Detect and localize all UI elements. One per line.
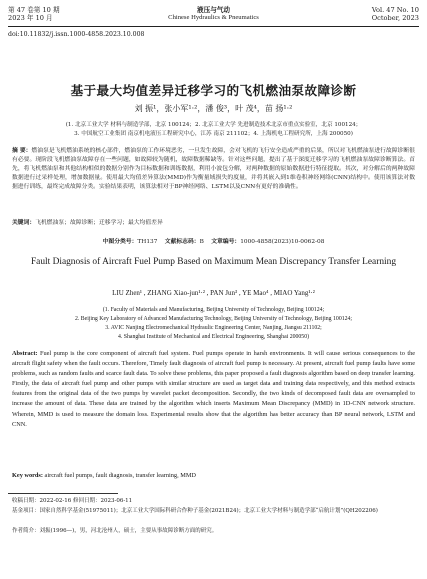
doi[interactable]: doi:10.11832/j.issn.1000-4858.2023.10.008 bbox=[8, 31, 145, 38]
header-rule bbox=[8, 26, 419, 27]
keywords-cn-label: 关键词： bbox=[12, 220, 36, 226]
abstract-en-label: Abstract: bbox=[12, 350, 38, 357]
title-en: Fault Diagnosis of Aircraft Fuel Pump Based on Maximum Mean Discrepancy Transfer Learning bbox=[30, 257, 397, 267]
affiliation-en-line: (1. Faculty of Materials and Manufacturing, Beijing University of Technology, Beijing 100124; bbox=[102, 307, 325, 313]
keywords-cn-text: 飞机燃油泵；故障诊断；迁移学习；最大均值差异 bbox=[35, 220, 163, 226]
header-issue: 第 47 卷第 10 期 2023 年 10 月 bbox=[8, 6, 60, 23]
abstract-cn-text: 燃油泵是飞机燃油系统的核心部件，燃油泵的工作环境恶劣，一旦发生故障，会对飞机的飞行安全造成严重的后果，所以对飞机燃油泵进行故障诊断很有必要。现阶段飞机燃油泵故障存在一些问题，如故障较为随机，故障数据稀缺等。针对这些问题，提出了基于深度迁移学习的飞机燃油泵故障诊断算法。首先，将飞机燃油泵和其他结构相似的数据分别作为目标数据和训练数据，利用小波包分解，对两种数据的原始数据进行特征提取。其次，对分解后的两种故障数据进行过采样处理，增加数据量。使用最大均值差异算法(MMD)作为衡量域损失的度量，并将其嵌入到1维卷积神经网络(CNN)结构中。使用该算法对数据进行训练，最终完成故障分类。实验结果表明，该算法相对于BP神经网络、LSTM以及CNN有更好的准确性。 bbox=[12, 148, 415, 191]
header-volume: Vol. 47 No. 10 October, 2023 bbox=[371, 6, 419, 23]
authors-cn: 刘 振¹，张小军¹·²，潘 俊³，叶 茂⁴，苗 扬¹·² bbox=[134, 104, 293, 113]
abstract-en-text: Fuel pump is the core component of aircraft fuel system. Fuel pumps operate in harsh environments. It will cause serious consequences to the aircraft flight safety when the fault occurs. Therefore, Timely fault diagnosis of aircraft fuel pump is necessary. At present, aircraft fuel pump faults have some problems, such as random faults and scarce fault data. To solve these problems, this paper proposed a fault diagnosis algorithm based on deep transfer learning. Firstly, the data of aircraft fuel pump and other pumps with similar structure are used as target data and training data respectively, and this method extracts features from the original data of the two pumps by wavelet packet decomposition. Secondly, the two kinds of decomposed fault data are oversampled to increase the amount of data. These data are trained by the algorithm which inserts Maximum Mean Discrepancy (MMD) in 1D-CNN network structure. Wherein, MMD is used to measure the domain loss. Experimental results show that the algorithm has better accuracy than BP neural network, LSTM and CNN. bbox=[12, 350, 416, 428]
footnote-funding: 基金项目：国家自然科学基金(51975011)；北京工业大学国际科研合作种子基金(2021B24)；北京工业大学材料与制造学部“启航计划”(QH202206) bbox=[12, 508, 378, 514]
keywords-en bbox=[12, 471, 415, 481]
keywords-cn bbox=[12, 219, 415, 228]
footnote-author: 作者简介：刘振(1996—)，男，河北沧州人，硕士，主要从事故障诊断方面的研究。 bbox=[12, 528, 218, 534]
keywords-en-text: aircraft fuel pumps, fault diagnosis, transfer learning, MMD bbox=[44, 472, 196, 479]
abstract-en bbox=[12, 349, 415, 430]
affiliation-en-line: 4. Shanghai Institute of Mechanical and Electrical Engineering, Shanghai 200050) bbox=[117, 334, 310, 340]
affiliation-en-line: 3. AVIC Nanjing Electromechanical Hydraulic Engineering Center, Nanjing, Jiangsu 211102; bbox=[105, 325, 322, 331]
affiliation-cn-line: 3. 中国航空工业集团 南京机电液压工程研究中心，江苏 南京 211102；4. 上海机电工程研究所，上海 200050) bbox=[74, 131, 353, 137]
authors-en: LIU Zhen¹ , ZHANG Xiao-jun¹·² , PAN Jun³ , YE Mao⁴ , MIAO Yang¹·² bbox=[112, 289, 315, 297]
title-cn: 基于最大均值差异迁移学习的飞机燃油泵故障诊断 bbox=[70, 83, 357, 98]
footnote-rule bbox=[8, 493, 118, 494]
classification-line: 中图分类号：TH137 文献标志码：B 文章编号：1000-4858(2023)10-0062-08 bbox=[102, 239, 325, 245]
affiliation-en-line: 2. Beijing Key Laboratory of Advanced Manufacturing Technology, Beijing University of Technology, Beijing 100124; bbox=[74, 316, 353, 322]
header-journal-name: 液压与气动 Chinese Hydraulics & Pneumatics bbox=[168, 6, 259, 22]
footnote-dates: 收稿日期：2022-02-16 修回日期：2023-06-11 bbox=[12, 498, 133, 504]
abstract-cn bbox=[12, 147, 415, 192]
affiliation-cn-line: (1. 北京工业大学 材料与制造学部，北京 100124；2. 北京工业大学 先进制造技术北京市重点实验室，北京 100124； bbox=[65, 122, 362, 128]
keywords-en-label: Key words: bbox=[12, 472, 43, 479]
abstract-cn-label: 摘 要： bbox=[12, 148, 32, 154]
